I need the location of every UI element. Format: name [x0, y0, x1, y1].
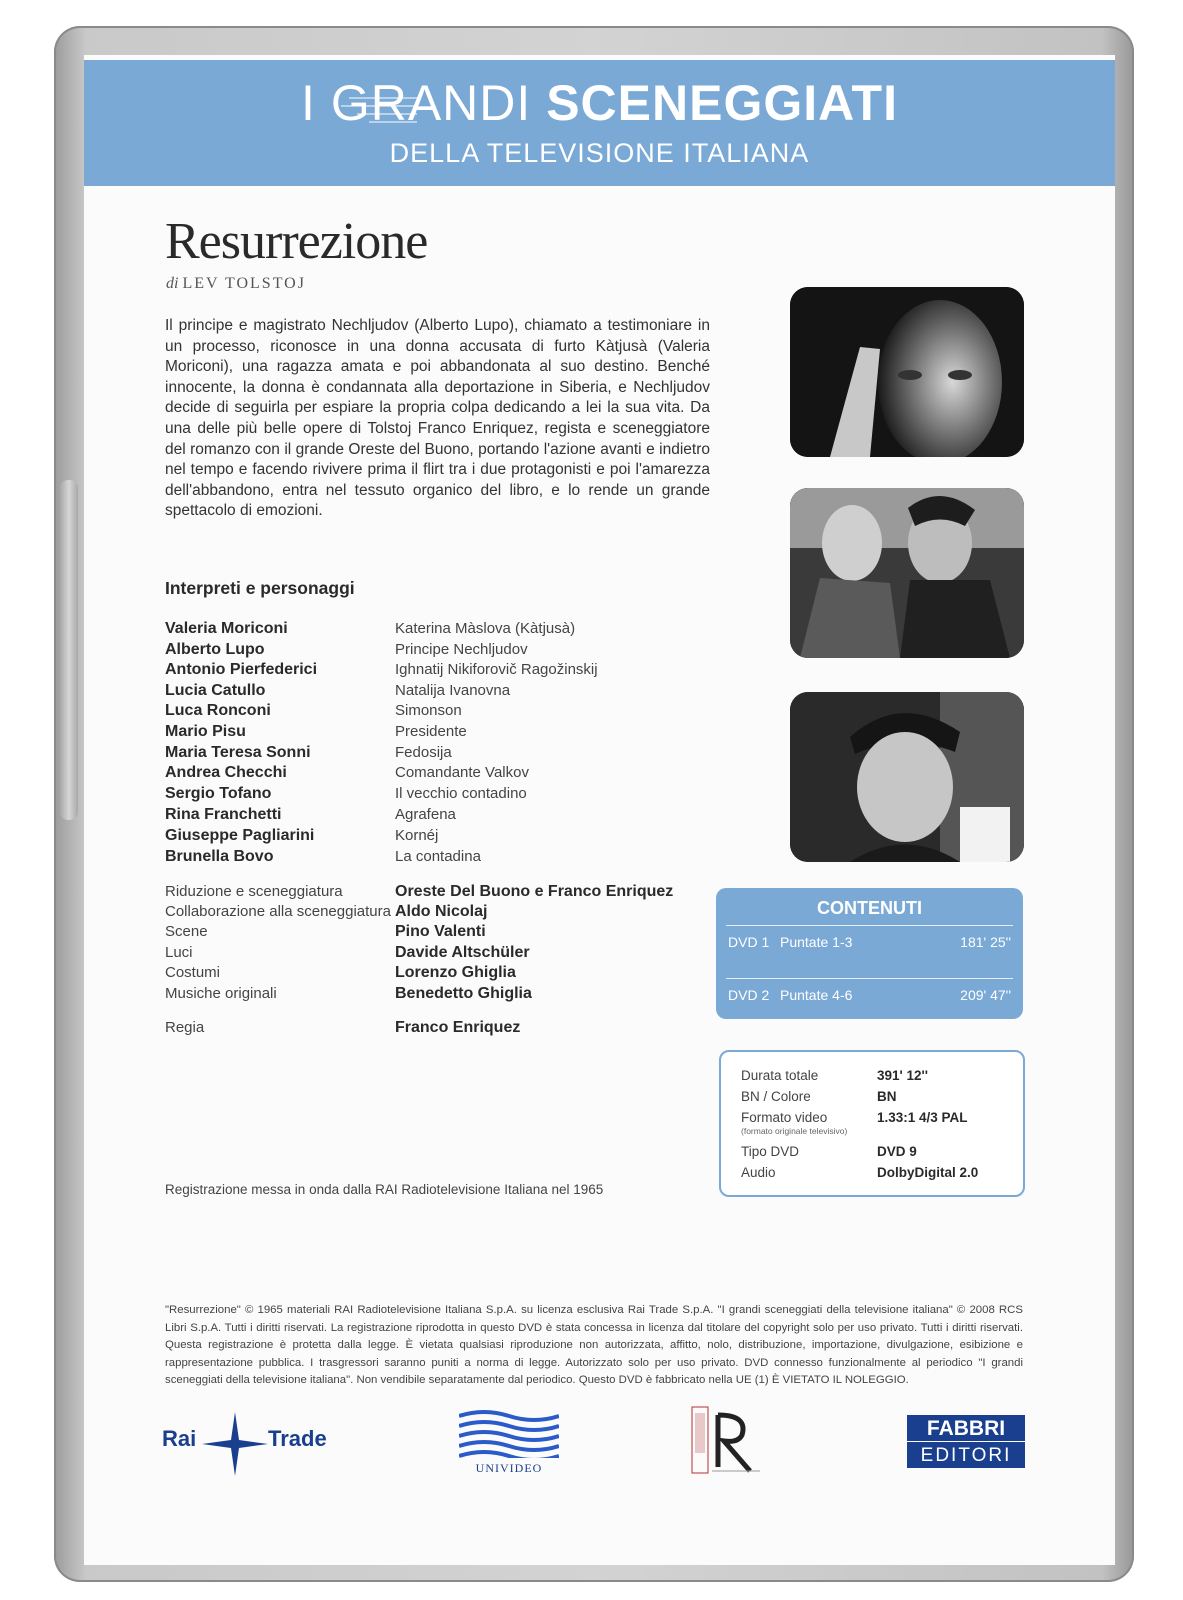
film-still: [790, 488, 1024, 658]
univideo-logo: [454, 1408, 564, 1478]
author-prefix: di: [166, 275, 179, 292]
cast-actor: Sergio Tofano: [165, 785, 272, 802]
cast-actor: Mario Pisu: [165, 723, 246, 740]
cast-actor: Luca Ronconi: [165, 702, 271, 719]
cast-role: Fedosija: [395, 744, 452, 761]
disc-number: DVD 2: [728, 987, 770, 1003]
cast-actor: Valeria Moriconi: [165, 620, 288, 637]
crew-job: Scene: [165, 923, 208, 940]
film-title: Resurrezione: [165, 213, 428, 270]
video-r-mark-icon: [690, 1405, 770, 1477]
crew-name: Lorenzo Ghiglia: [395, 964, 516, 981]
disc-episodes: Puntate 4-6: [780, 987, 853, 1003]
cast-actor: Maria Teresa Sonni: [165, 744, 311, 761]
cast-role: Simonson: [395, 702, 462, 719]
cast-role: Ighnatij Nikiforovič Ragožinskij: [395, 661, 598, 678]
author-name: LEV TOLSTOJ: [182, 275, 306, 292]
spec-value: DolbyDigital 2.0: [877, 1165, 979, 1180]
cast-actor: Giuseppe Pagliarini: [165, 827, 315, 844]
cast-role: Presidente: [395, 723, 467, 740]
divider: [726, 925, 1013, 926]
rai-trade-logo: [162, 1412, 342, 1476]
univideo-wordmark: UNIVIDEO: [475, 1461, 543, 1475]
cast-actor: Lucia Catullo: [165, 682, 266, 699]
cast-actor: Alberto Lupo: [165, 641, 265, 658]
disc-duration: 209' 47'': [960, 987, 1011, 1003]
spec-label: Tipo DVD: [741, 1144, 800, 1159]
crew-job: Costumi: [165, 964, 221, 981]
cast-role: Il vecchio contadino: [395, 785, 527, 802]
series-banner: [84, 60, 1115, 186]
crew-job: Musiche originali: [165, 985, 277, 1002]
trade-wordmark: Trade: [268, 1426, 327, 1451]
spec-value: DVD 9: [877, 1144, 917, 1159]
disc-number: DVD 1: [728, 934, 770, 950]
fabbri-wordmark: FABBRI: [907, 1415, 1025, 1441]
cast-role: La contadina: [395, 848, 481, 865]
star-icon: [202, 1412, 268, 1476]
crew-job: Collaborazione alla sceneggiatura: [165, 903, 391, 920]
film-still: [790, 692, 1024, 862]
crew-name: Pino Valenti: [395, 923, 486, 940]
series-prefix: I GRANDI: [301, 75, 532, 131]
crew-job: Luci: [165, 944, 193, 961]
film-author: [166, 275, 306, 293]
fabbri-editori-logo: [907, 1415, 1025, 1471]
cast-actor: Brunella Bovo: [165, 848, 274, 865]
crew-job: Riduzione e sceneggiatura: [165, 883, 343, 900]
waves-icon: [459, 1408, 559, 1458]
synopsis: Il principe e magistrato Nechljudov (Alberto Lupo), chiamato a testimoniare in un processo, riconosce in una donna accusata di furto Kàtjusà (Valeria Moriconi), una ragazza amata e poi abbandonata al suo destino. Benché innocente, la donna è condannata alla deportazione in Siberia, e Nechljudov decide di seguirla per espiare la propria colpa dedicando a lei la sua vita. Da una delle più belle opere di Tolstoj Franco Enriquez, regista e sceneggiatore del romanzo con il grande Oreste del Buono, portando l'azione avanti e indietro nel tempo e facendo rivivere prima il flirt tra i due protagonisti e poi l'amarezza dell'abbandono, entra nel tessuto organico del libro, e lo rende un grande spettacolo di emozioni.: [165, 317, 710, 520]
cast-heading: Interpreti e personaggi: [165, 578, 355, 598]
contents-box: [716, 888, 1023, 1019]
spec-value: 391' 12'': [877, 1068, 928, 1083]
crew-name: Davide Altschüler: [395, 944, 530, 961]
cast-actor: Andrea Checchi: [165, 764, 287, 781]
crew-name: Aldo Nicolaj: [395, 903, 488, 920]
spec-value: 1.33:1 4/3 PAL: [877, 1110, 968, 1125]
film-still: [790, 287, 1024, 457]
spec-label: Durata totale: [741, 1068, 819, 1083]
cast-role: Kornéj: [395, 827, 439, 844]
cast-role: Comandante Valkov: [395, 764, 529, 781]
divider: [726, 978, 1013, 979]
crew-job: Regia: [165, 1019, 205, 1036]
crew-name: Oreste Del Buono e Franco Enriquez: [395, 883, 674, 900]
spec-label: Formato video: [741, 1110, 828, 1125]
disc-duration: 181' 25'': [960, 934, 1011, 950]
cast-role: Agrafena: [395, 806, 456, 823]
cast-role: Natalija Ivanovna: [395, 682, 511, 699]
specs-box: [719, 1050, 1025, 1197]
still-two-men: [790, 488, 1024, 658]
series-highlight: SCENEGGIATI: [546, 75, 898, 131]
spec-value: BN: [877, 1089, 897, 1104]
rai-wordmark: Rai: [162, 1426, 197, 1451]
still-portrait-2: [790, 692, 1024, 862]
legal-notice: "Resurrezione" © 1965 materiali RAI Radiotelevisione Italiana S.p.A. su licenza esclusiva Rai Trade S.p.A. "I grandi sceneggiati della televisione italiana" © 2008 RCS Libri S.p.A. Tutti i diritti riservati. La registrazione riprodotta in questo DVD è stata concessa in licenza dal titolare del copyright solo per uso privato. Tutti i diritti riservati. Questa registrazione è protetta dalla legge. È vietata qualsiasi riproduzione non autorizzata, affitto, nolo, distribuzione, importazione, divulgazione, esibizione e rappresentazione pubblica. I trasgressori saranno puniti a norma di legge. Autorizzato solo per uso privato. DVD connesso funzionalmente al periodico "I grandi sceneggiati della televisione italiana". Non vendibile separatamente dal periodico. Questo DVD è fabbricato nella UE (1) È VIETATO IL NOLEGGIO.: [165, 1304, 1023, 1387]
series-subtitle: DELLA TELEVISIONE ITALIANA: [389, 138, 810, 168]
cast-role: Katerina Màslova (Kàtjusà): [395, 620, 576, 637]
registration-note: Registrazione messa in onda dalla RAI Radiotelevisione Italiana nel 1965: [165, 1182, 604, 1197]
case-hinge: [60, 480, 78, 820]
series-title: [84, 74, 1115, 132]
video-r-logo: [690, 1405, 770, 1477]
disc-episodes: Puntate 1-3: [780, 934, 853, 950]
crew-name: Franco Enriquez: [395, 1019, 521, 1036]
still-portrait-1: [790, 287, 1024, 457]
spec-note: (formato originale televisivo): [741, 1126, 848, 1136]
editori-wordmark: EDITORI: [907, 1442, 1025, 1468]
spec-label: Audio: [741, 1165, 776, 1180]
cast-actor: Antonio Pierfederici: [165, 661, 318, 678]
cast-actor: Rina Franchetti: [165, 806, 282, 823]
cast-role: Principe Nechljudov: [395, 641, 528, 658]
crew-name: Benedetto Ghiglia: [395, 985, 532, 1002]
contents-heading: CONTENUTI: [817, 898, 922, 918]
spec-label: BN / Colore: [741, 1089, 811, 1104]
